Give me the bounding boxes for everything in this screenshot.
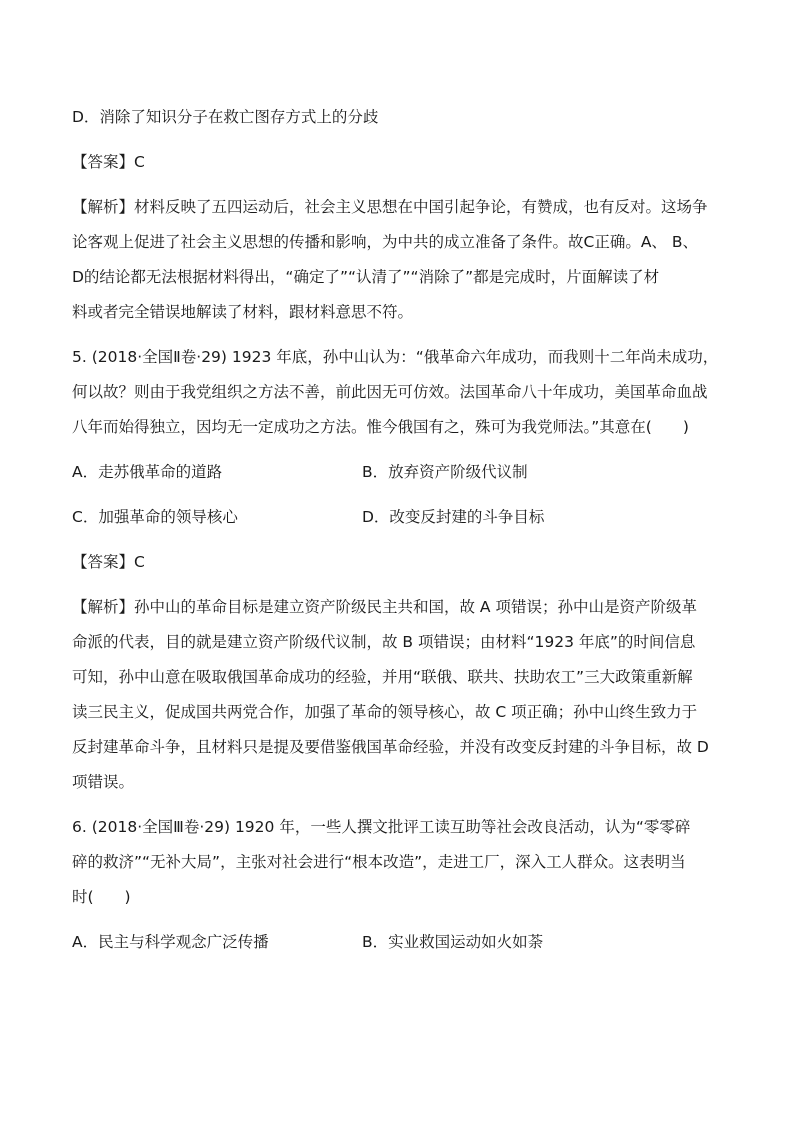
stem-line: 碎的救济”“无补大局”，主张对社会进行“根本改造”，走进工厂，深入工人群众。这表明当 (72, 853, 686, 871)
analysis-line: 项错误。 (72, 773, 135, 791)
q6-stem (72, 810, 722, 915)
q5-option-c: C．加强革命的领导核心 (72, 508, 238, 526)
q5-option-a: A．走苏俄革命的道路 (72, 463, 223, 481)
q5-options-row-1 (72, 455, 722, 490)
analysis-line: 反封建革命斗争，且材料只是提及要借鉴俄国革命经验，并没有改变反封建的斗争目标，故 D (72, 738, 709, 756)
analysis-line: D的结论都无法根据材料得出，“确定了”“认清了”“消除了”都是完成时，片面解读了材 (72, 268, 660, 286)
q4-analysis (72, 190, 722, 330)
analysis-line: 论客观上促进了社会主义思想的传播和影响，为中共的成立准备了条件。故C正确。A、 B、 (72, 233, 698, 251)
analysis-line: 料或者完全错误地解读了材料，跟材料意思不符。 (72, 303, 414, 321)
q4-answer (72, 145, 722, 180)
stem-line: 八年而始得独立，因均无一定成功之方法。惟今俄国有之，殊可为我党师法。”其意在( ) (72, 418, 689, 436)
stem-line: 时( ) (72, 888, 131, 906)
analysis-line: 【解析】材料反映了五四运动后，社会主义思想在中国引起争论，有赞成，也有反对。这场争 (72, 198, 708, 216)
q5-stem (72, 340, 722, 445)
analysis-line: 命派的代表，目的就是建立资产阶级代议制，故 B 项错误；由材料“1923 年底”的时间信息 (72, 633, 696, 651)
answer-text: 【答案】C (72, 153, 145, 171)
q5-option-d: D．改变反封建的斗争目标 (362, 508, 545, 526)
stem-line: 何以故？则由于我党组织之方法不善，前此因无可仿效。法国革命八十年成功，美国革命血战 (72, 383, 708, 401)
q6-option-b: B．实业救国运动如火如荼 (362, 933, 544, 951)
q5-option-b: B．放弃资产阶级代议制 (362, 463, 528, 481)
document-page (72, 100, 722, 970)
q6-options-row-1 (72, 925, 722, 960)
analysis-line: 【解析】孙中山的革命目标是建立资产阶级民主共和国，故 A 项错误；孙中山是资产阶级革 (72, 598, 697, 616)
q5-analysis (72, 590, 722, 800)
q5-options-row-2 (72, 500, 722, 535)
stem-line: 5. (2018·全国Ⅱ卷·29) 1923 年底，孙中山认为：“俄革命六年成功，而我则十二年尚未成功， (72, 348, 719, 366)
q5-answer (72, 545, 722, 580)
stem-line: 6. (2018·全国Ⅲ卷·29) 1920 年，一些人撰文批评工读互助等社会改良活动，认为“零零碎 (72, 818, 691, 836)
q6-option-a: A．民主与科学观念广泛传播 (72, 933, 269, 951)
q4-option-d (72, 100, 722, 135)
analysis-line: 读三民主义，促成国共两党合作，加强了革命的领导核心，故 C 项正确；孙中山终生致力于 (72, 703, 698, 721)
analysis-line: 可知，孙中山意在吸取俄国革命成功的经验，并用“联俄、联共、扶助农工”三大政策重新解 (72, 668, 693, 686)
answer-text: 【答案】C (72, 553, 145, 571)
option-text: D．消除了知识分子在救亡图存方式上的分歧 (72, 108, 379, 126)
